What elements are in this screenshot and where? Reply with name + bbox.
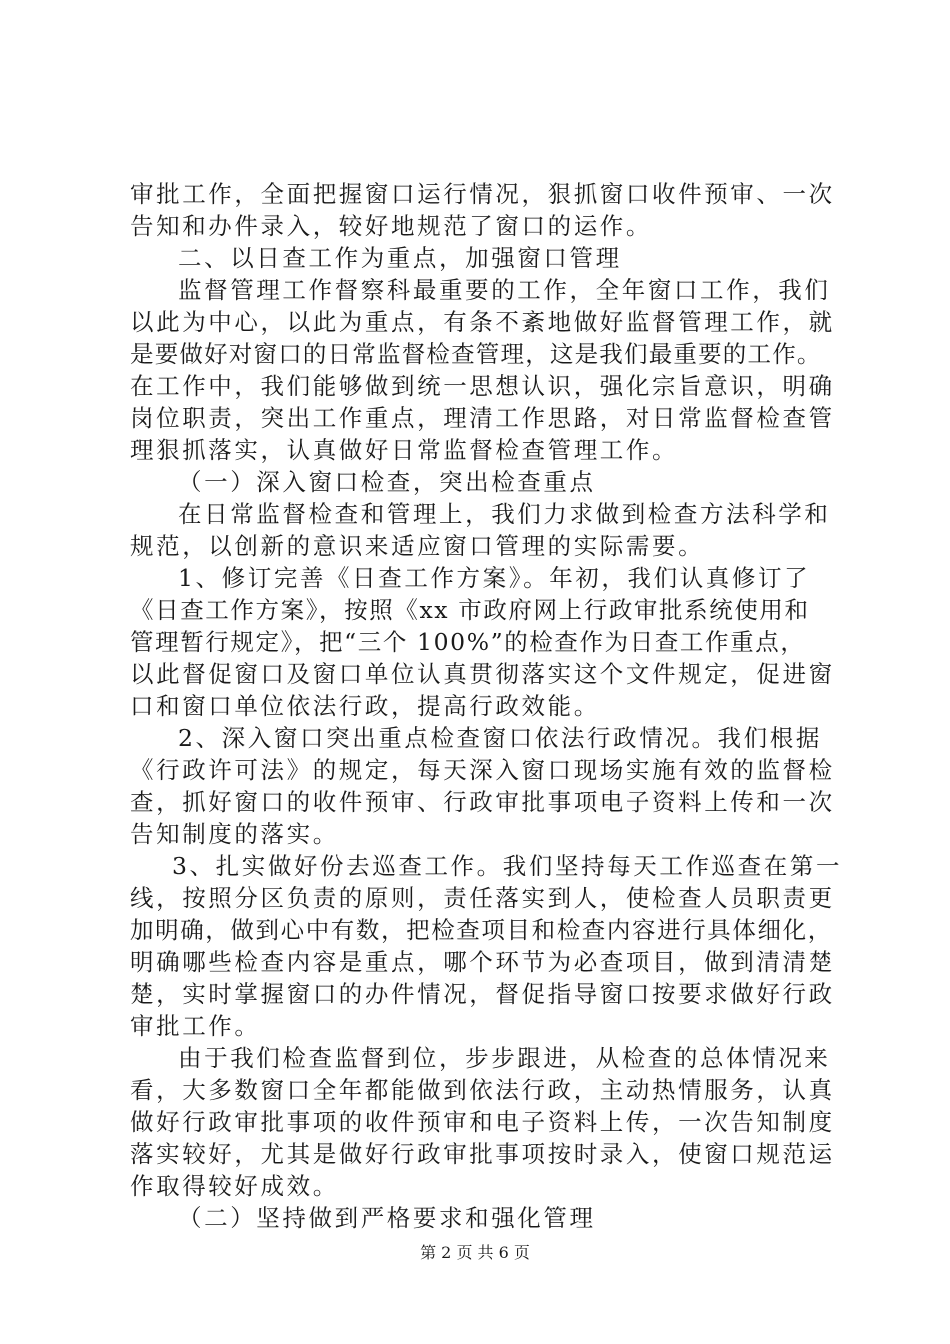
text-line: 1、修订完善《日查工作方案》。年初，我们认真修订了 <box>178 564 811 592</box>
text-line: 是要做好对窗口的日常监督检查管理，这是我们最重要的工作。 <box>130 340 822 368</box>
text-line: 明确哪些检查内容是重点，哪个环节为必查项目，做到清清楚 <box>130 948 835 976</box>
text-line: 告知和办件录入，较好地规范了窗口的运作。 <box>130 212 652 240</box>
text-line: 落实较好，尤其是做好行政审批事项按时录入，使窗口规范运 <box>130 1140 835 1168</box>
text-line: 由于我们检查监督到位，步步跟进，从检查的总体情况来 <box>178 1044 831 1072</box>
text-line: 2、深入窗口突出重点检查窗口依法行政情况。我们根据 <box>178 724 822 752</box>
text-line: 管理暂行规定》，把“三个 100%”的检查作为日查工作重点， <box>130 628 806 656</box>
text-line: 加明确，做到心中有数，把检查项目和检查内容进行具体细化， <box>130 916 833 944</box>
text-line: 审批工作，全面把握窗口运行情况，狠抓窗口收件预审、一次 <box>130 180 835 208</box>
text-line: 在日常监督检查和管理上，我们力求做到检查方法科学和 <box>178 500 831 528</box>
text-line: 以此为中心，以此为重点，有条不紊地做好监督管理工作，就 <box>130 308 835 336</box>
text-line: 理狠抓落实，认真做好日常监督检查管理工作。 <box>130 436 679 464</box>
text-line: 线，按照分区负责的原则，责任落实到人，使检查人员职责更 <box>130 884 835 912</box>
text-line: 3、扎实做好份去巡查工作。我们坚持每天工作巡查在第一 <box>172 852 843 880</box>
text-line: 监督管理工作督察科最重要的工作，全年窗口工作，我们 <box>178 276 831 304</box>
text-line: 做好行政审批事项的收件预审和电子资料上传，一次告知制度 <box>130 1108 835 1136</box>
section-heading: 二、以日查工作为重点，加强窗口管理 <box>178 244 622 272</box>
subsection-heading: （一）深入窗口检查，突出检查重点 <box>178 468 596 496</box>
text-line: 《日查工作方案》，按照《xx 市政府网上行政审批系统使用和 <box>130 596 810 624</box>
text-line: 《行政许可法》的规定，每天深入窗口现场实施有效的监督检 <box>130 756 835 784</box>
text-line: 查，抓好窗口的收件预审、行政审批事项电子资料上传和一次 <box>130 788 835 816</box>
text-line: 告知制度的落实。 <box>130 820 339 848</box>
text-line: 以此督促窗口及窗口单位认真贯彻落实这个文件规定，促进窗 <box>130 660 835 688</box>
text-line: 在工作中，我们能够做到统一思想认识，强化宗旨意识，明确 <box>130 372 835 400</box>
text-line: 规范，以创新的意识来适应窗口管理的实际需要。 <box>130 532 705 560</box>
text-line: 岗位职责，突出工作重点，理清工作思路，对日常监督检查管 <box>130 404 835 432</box>
text-line: 口和窗口单位依法行政，提高行政效能。 <box>130 692 600 720</box>
text-line: 楚，实时掌握窗口的办件情况，督促指导窗口按要求做好行政 <box>130 980 835 1008</box>
subsection-heading: （二）坚持做到严格要求和强化管理 <box>178 1204 596 1232</box>
text-line: 看，大多数窗口全年都能做到依法行政，主动热情服务，认真 <box>130 1076 835 1104</box>
page-number: 第 2 页 共 6 页 <box>420 1243 530 1262</box>
text-line: 审批工作。 <box>130 1012 261 1040</box>
text-line: 作取得较好成效。 <box>130 1172 339 1200</box>
